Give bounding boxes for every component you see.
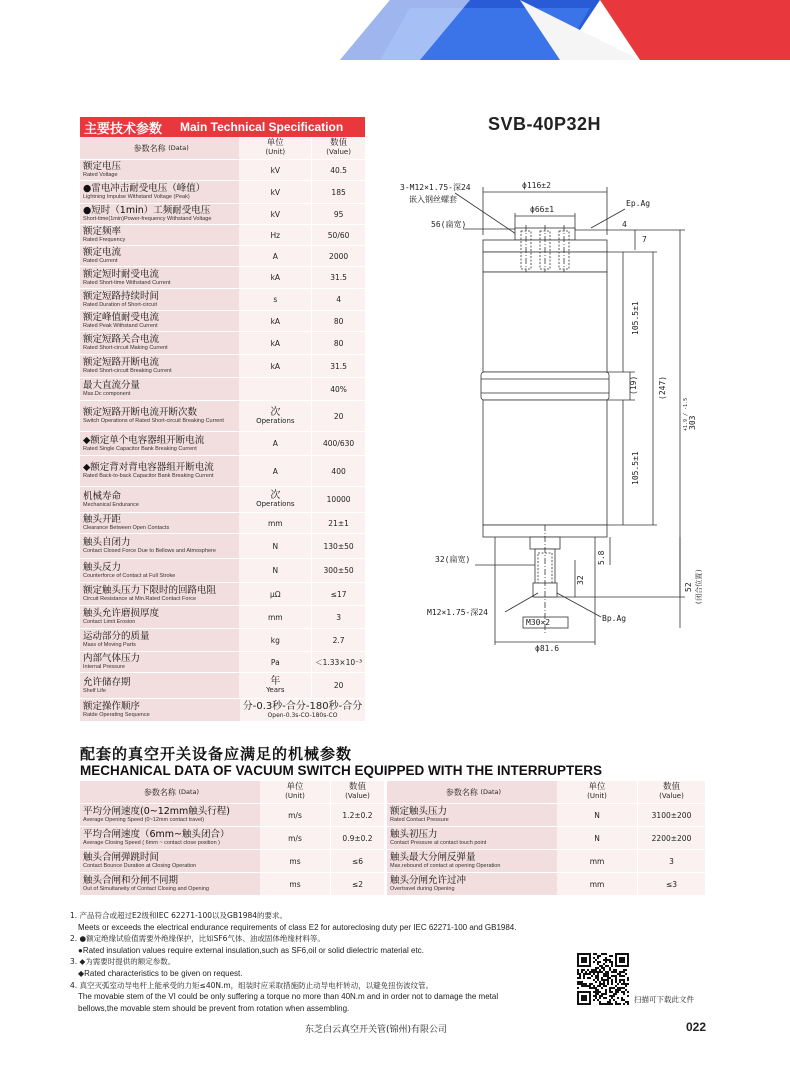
- mech-row: [80, 873, 384, 896]
- mech-param-name-en: Average Closing Speed ( 6mm ~ contact close position ): [83, 840, 221, 846]
- param-name-cn: ●短时（1min）工频耐受电压: [83, 205, 211, 216]
- mech-param-name-cn: 平均合闸速度（6mm~触头闭合）: [83, 829, 230, 840]
- spec-row: [80, 332, 365, 355]
- label-bp-ag: Bp.Ag: [602, 614, 627, 623]
- spec-row: [80, 378, 365, 401]
- spec-row: [80, 652, 365, 673]
- spec-row: [80, 225, 365, 246]
- header-name-cn: 参数名称: [133, 143, 166, 153]
- mech-param-name-cn: 触头合闸和分闸不同期: [83, 875, 179, 886]
- mech-param-unit: N: [594, 810, 600, 820]
- main-spec-table: [80, 117, 365, 722]
- dim-h19: (19): [629, 375, 638, 395]
- param-unit: N: [272, 541, 279, 551]
- param-name-en: Rated Frequency: [83, 237, 126, 243]
- operating-sequence-value-en: Open-0.3s-CO-180s-CO: [267, 712, 338, 719]
- note-thread-top: 3-M12×1.75-深24: [400, 183, 471, 192]
- param-name-cn: 触头反力: [83, 561, 122, 573]
- interrupter-drawing: [395, 165, 705, 665]
- param-unit: A: [272, 251, 278, 261]
- param-name-en: Internal Pressure: [83, 664, 125, 670]
- mech-param-name-cn: 触头初压力: [390, 829, 438, 840]
- param-value: 185: [331, 187, 346, 197]
- mech-param-value: 0.9±0.2: [342, 833, 373, 843]
- param-name-cn: 触头开距: [83, 514, 122, 525]
- note-insert: 嵌入钢丝螺套: [409, 195, 457, 204]
- operating-sequence-value-cn: 分-0.3秒-合分-180秒-合分: [242, 701, 363, 712]
- param-name-en: Counterforce of Contact at Full Stroke: [83, 572, 176, 579]
- mech-row: [80, 827, 384, 850]
- mech-param-unit: N: [594, 833, 600, 843]
- footnote-line: ◆Rated characteristics to be given on request.: [78, 968, 243, 978]
- dim-h52: 52: [684, 582, 693, 592]
- param-unit: A: [272, 466, 278, 476]
- mech-param-name-cn: 触头合闸弹跳时间: [83, 852, 160, 863]
- mech-param-value: ≤2: [351, 879, 364, 889]
- param-unit: mm: [268, 518, 283, 528]
- param-name-en: Rated Duration of Short-circuit: [83, 301, 157, 308]
- operating-sequence-en: Ratde Operating Sequence: [83, 712, 150, 718]
- param-name-en: Rated Voltage: [83, 172, 118, 178]
- spec-row: [80, 289, 365, 311]
- mech-right-header: [387, 781, 705, 804]
- mech-param-value: 3: [669, 856, 674, 866]
- param-value: 400/630: [323, 439, 355, 448]
- label-ep-ag: Ep.Ag: [626, 199, 651, 208]
- mech-row: [387, 827, 705, 850]
- param-value: 2.7: [332, 635, 345, 645]
- spec-row: [80, 673, 365, 699]
- param-name-cn: 额定短时耐受电流: [83, 268, 160, 280]
- param-value: 21±1: [328, 518, 349, 528]
- param-name-en: Clearance Between Open Contacts: [83, 525, 170, 531]
- param-name-en: Mass of Moving Parts: [83, 642, 136, 648]
- dim-h105-bottom: 105.5±1: [631, 451, 640, 485]
- param-name-cn: 触头自闭力: [83, 537, 131, 548]
- spec-row: [80, 160, 365, 181]
- spec-row: [80, 534, 365, 559]
- param-name-cn: 额定峰值耐受电流: [83, 312, 160, 323]
- mech-right-header-unit-en: (Unit): [587, 792, 607, 800]
- param-unit: A: [272, 439, 278, 448]
- mech-param-name-en: Max.rebound of contact at opening Operation: [390, 863, 501, 869]
- param-name-en: Rated Current: [83, 258, 118, 264]
- param-unit: Operations: [256, 500, 295, 508]
- qr-caption: 扫描可下载此文件: [634, 995, 694, 1004]
- param-name-en: Mechanical Endurance: [83, 501, 139, 508]
- mech-table-left: [80, 781, 384, 896]
- param-value: 20: [333, 411, 344, 421]
- param-unit: s: [273, 295, 278, 304]
- mech-param-name-en: Rated Contact Pressure: [390, 817, 449, 823]
- mech-param-unit: m/s: [288, 810, 302, 820]
- param-value: 20: [333, 681, 344, 690]
- mech-param-name-en: Average Opening Speed (0~12mm contact travel): [83, 817, 205, 823]
- mech-table-right: [387, 781, 705, 896]
- mech-left-header: [80, 781, 384, 804]
- param-name-cn: ◆额定单个电容器组开断电流: [83, 434, 205, 446]
- mech-row: [387, 850, 705, 873]
- param-name-en: Rated Peak Withstand Current: [83, 323, 158, 329]
- param-name-cn: ●雷电冲击耐受电压（峰值）: [83, 183, 206, 194]
- param-name-cn: 最大直流分量: [83, 380, 141, 391]
- mech-param-value: ≤6: [351, 856, 364, 866]
- param-value: 40%: [330, 384, 347, 394]
- param-unit: Operations: [256, 416, 295, 425]
- dim-w32: 32(扁宽): [435, 555, 471, 564]
- mech-right-header-name-en: (Data): [480, 788, 502, 796]
- param-name-cn: 运动部分的质量: [83, 631, 150, 642]
- mech-param-value: 3100±200: [651, 810, 692, 820]
- mech-row: [387, 873, 705, 896]
- param-value: 40.5: [330, 165, 347, 175]
- param-name-en: Rated Back-to-back Capacitor Bank Breaking Current: [83, 473, 214, 479]
- mech-title-en: MECHANICAL DATA OF VACUUM SWITCH EQUIPPED WITH THE INTERRUPTERS: [80, 763, 602, 778]
- param-value: 2000: [329, 251, 349, 261]
- param-unit: kV: [270, 187, 281, 197]
- dim-h105-top: 105.5±1: [631, 301, 640, 335]
- mech-param-value: ≤3: [665, 879, 678, 889]
- dim-h303: 303: [688, 415, 697, 430]
- footer-company: 东芝白云真空开关管(锦州)有限公司: [305, 1025, 448, 1035]
- mech-param-unit: mm: [589, 856, 605, 866]
- model-number: SVB-40P32H: [488, 114, 602, 134]
- spec-row: [80, 401, 365, 432]
- mech-row: [80, 850, 384, 873]
- footnote-line: 2. ●额定绝缘试验值需要外绝缘保护，比如SF6气体、油或固体绝缘材料等。: [70, 934, 325, 944]
- dim-32-vertical: 32: [576, 575, 585, 585]
- param-value: ＜1.33×10⁻³: [315, 657, 363, 667]
- param-value: 31.5: [330, 361, 347, 371]
- header-unit-cn: 单位: [266, 138, 284, 148]
- spec-row-operating-sequence: [80, 699, 365, 722]
- param-name-cn: 额定电流: [83, 247, 122, 258]
- param-unit: Years: [266, 686, 285, 694]
- param-name-en: Max.Dc component: [83, 391, 131, 397]
- param-value: 50/60: [327, 230, 350, 240]
- spec-row: [80, 355, 365, 378]
- mech-left-header-value-cn: 数值: [348, 782, 366, 792]
- dim-d81-6: ϕ81.6: [535, 644, 560, 653]
- param-name-en: Rated Short-time Withstand Current: [83, 279, 171, 286]
- param-name-cn: 额定触头压力下限时的回路电阻: [83, 585, 217, 596]
- mech-param-name-cn: 平均分闸速度(0~12mm触头行程): [83, 806, 231, 817]
- footnote-line: The movabie stem of the VI could be only suffering a torque no more than 40N.m and in order not to damage the metal: [78, 992, 499, 1002]
- footnote-line: Meets or exceeds the electrical endurance requirements of class E2 for autoreclosing duty per IEC 62271-100 and GB1984.: [78, 922, 517, 932]
- spec-row: [80, 311, 365, 332]
- param-name-cn: 机械寿命: [83, 490, 122, 502]
- dim-4: 4: [622, 220, 627, 229]
- footnote-line: 4. 真空灭弧室动导电杆上能承受的力矩≤40N.m，组装时应采取措施防止动导电杆转动，以避免扭伤波纹管。: [70, 980, 434, 990]
- mech-param-name-cn: 触头最大分闸反弹量: [390, 852, 476, 863]
- spec-title-bar: [80, 117, 365, 137]
- param-name-cn: 内部气体压力: [83, 653, 141, 664]
- param-value: 4: [336, 295, 341, 304]
- param-value: 31.5: [330, 273, 347, 282]
- param-name-en: Contact Closed Force Due to Bellows and Atmosphere: [83, 548, 216, 554]
- mech-left-header-unit-en: (Unit): [285, 792, 305, 800]
- header-name-en: (Data): [168, 144, 189, 152]
- header-value-en: (Value): [326, 148, 351, 156]
- spec-row: [80, 181, 365, 204]
- param-unit: N: [272, 566, 279, 575]
- dim-w56: 56(扁宽): [431, 220, 467, 229]
- param-unit: kA: [270, 361, 281, 371]
- param-name-en: Contact Limit Erosion: [83, 619, 136, 625]
- qr-code[interactable]: [577, 953, 629, 1005]
- param-value: 10000: [326, 495, 351, 504]
- param-name-en: Lightning Impulse Withstand Voltage (Peak): [83, 194, 190, 200]
- param-unit: kg: [270, 635, 280, 645]
- param-name-en: Rated Single Capacitor Bank Breaking Current: [83, 445, 197, 452]
- spec-row: [80, 456, 365, 487]
- mech-right-header-value-en: (Value): [659, 792, 684, 800]
- param-name-en: Short-time(1min)Power-frequency Withstand Voltage: [83, 216, 212, 222]
- param-value: 95: [333, 209, 344, 219]
- spec-row: [80, 204, 365, 225]
- dim-7: 7: [642, 235, 647, 244]
- param-name-en: Circuit Resistance at Min.Rated Contact Force: [83, 596, 197, 602]
- param-value: 3: [336, 612, 341, 622]
- param-unit: kV: [270, 165, 281, 175]
- spec-title-en: Main Technical Specification: [180, 120, 344, 134]
- spec-header-row: [80, 137, 365, 160]
- spec-row: [80, 487, 365, 513]
- param-unit-cn: 次: [270, 490, 281, 501]
- page-number: 022: [686, 1020, 707, 1034]
- param-value: 80: [333, 338, 344, 348]
- param-value: 80: [333, 316, 344, 326]
- param-name-cn: 触头允许磨损厚度: [83, 608, 160, 619]
- mech-right-header-name-cn: 参数名称: [445, 787, 478, 797]
- mech-param-name-en: Overtravel during Opening: [390, 886, 455, 892]
- dim-5-8: 5.8: [597, 550, 606, 565]
- mech-param-name-en: Contact Pressure at contact touch point: [390, 840, 487, 846]
- spec-row: [80, 513, 365, 534]
- param-unit-cn: 次: [270, 406, 281, 418]
- dim-h303-tolerance: +1.9 / -1.5: [683, 397, 689, 431]
- param-name-en: Rated Short-circuit Breaking Current: [83, 368, 172, 374]
- param-name-cn: 允许储存期: [83, 676, 131, 688]
- param-unit: kA: [270, 273, 281, 282]
- mech-param-unit: ms: [289, 879, 301, 889]
- spec-row: [80, 583, 365, 606]
- param-unit-cn: 年: [270, 676, 281, 687]
- dim-d66: ϕ66±1: [530, 205, 555, 214]
- mech-left-header-name-en: (Data): [178, 788, 200, 796]
- param-name-cn: 额定电压: [83, 161, 122, 172]
- mech-right-header-unit-cn: 单位: [588, 782, 606, 792]
- mech-param-name-cn: 触头分闸允许过冲: [390, 875, 467, 886]
- param-name-cn: 额定频率: [83, 226, 122, 237]
- param-unit: mm: [268, 612, 283, 622]
- mech-param-unit: m/s: [288, 833, 302, 843]
- footnote-line: 1. 产品符合或超过E2级和IEC 62271-100以及GB1984的要求。: [70, 911, 288, 920]
- footnote-line: 3. ◆为需要时提供的额定参数。: [70, 957, 176, 967]
- operating-sequence-cn: 额定操作顺序: [83, 701, 141, 712]
- spec-row: [80, 559, 365, 583]
- param-unit: kV: [270, 209, 281, 219]
- footnote-line: ●Rated insulation values require external insulation,such as SF6,oil or solid dielectric material etc.: [78, 945, 424, 955]
- top-banner: [0, 0, 790, 60]
- spec-row: [80, 267, 365, 289]
- mech-title-cn: 配套的真空开关设备应满足的机械参数: [80, 745, 353, 763]
- mech-param-name-en: Out of Simultaneity of Contact Closing and Opening: [83, 886, 209, 892]
- footnotes: [70, 910, 570, 1014]
- mech-right-header-value-cn: 数值: [662, 782, 680, 792]
- param-unit: kA: [270, 316, 281, 326]
- mech-left-header-value-en: (Value): [345, 792, 370, 800]
- mech-row: [80, 804, 384, 827]
- spec-row: [80, 629, 365, 652]
- spec-row: [80, 606, 365, 629]
- param-name-cn: ◆额定背对背电容器组开断电流: [83, 462, 214, 473]
- mech-left-header-unit-cn: 单位: [286, 782, 304, 792]
- param-unit: Pa: [270, 657, 280, 667]
- mech-param-name-cn: 额定触头压力: [390, 806, 448, 817]
- param-value: 300±50: [323, 566, 354, 575]
- spec-row: [80, 432, 365, 456]
- header-value-cn: 数值: [330, 138, 348, 148]
- dim-m12: M12×1.75-深24: [427, 608, 488, 617]
- mech-left-header-name-cn: 参数名称: [143, 787, 176, 797]
- mech-param-value: 2200±200: [651, 833, 692, 843]
- spec-title-cn: 主要技术参数: [84, 121, 163, 137]
- dim-h247: (247): [658, 375, 667, 400]
- footnote-line: bellows,the movable stem should be prevent from rotation when assembling.: [78, 1003, 350, 1013]
- dim-m30: M30×2: [526, 618, 551, 627]
- param-value: 130±50: [323, 541, 354, 551]
- dim-closed-position: (闭合位置): [695, 568, 703, 605]
- param-unit: Hz: [270, 230, 281, 240]
- param-unit: kA: [270, 338, 281, 348]
- param-name-cn: 额定短路持续时间: [83, 290, 160, 302]
- mechanical-data-title: [80, 745, 602, 779]
- param-value: ≤17: [330, 589, 347, 599]
- mech-param-unit: mm: [589, 879, 605, 889]
- spec-row: [80, 246, 365, 267]
- param-name-cn: 额定短路开断电流: [83, 357, 160, 368]
- dim-d116-top: ϕ116±2: [522, 181, 551, 190]
- param-name-en: Switch Operations of Rated Short-circuit Breaking Current: [83, 418, 224, 424]
- param-name-cn: 额定短路开断电流开断次数: [83, 407, 198, 418]
- param-value: 400: [331, 466, 346, 476]
- param-unit: μΩ: [270, 589, 281, 599]
- mech-param-unit: ms: [289, 856, 301, 866]
- param-name-cn: 额定短路关合电流: [83, 334, 160, 345]
- mech-param-value: 1.2±0.2: [342, 810, 373, 820]
- mech-param-name-en: Contact Bounce Duration at Closing Operation: [83, 863, 197, 869]
- header-unit-en: (Unit): [265, 148, 286, 156]
- param-name-en: Shelf Life: [83, 687, 106, 694]
- mech-row: [387, 804, 705, 827]
- param-name-en: Rated Short-circuit Making Current: [83, 345, 168, 351]
